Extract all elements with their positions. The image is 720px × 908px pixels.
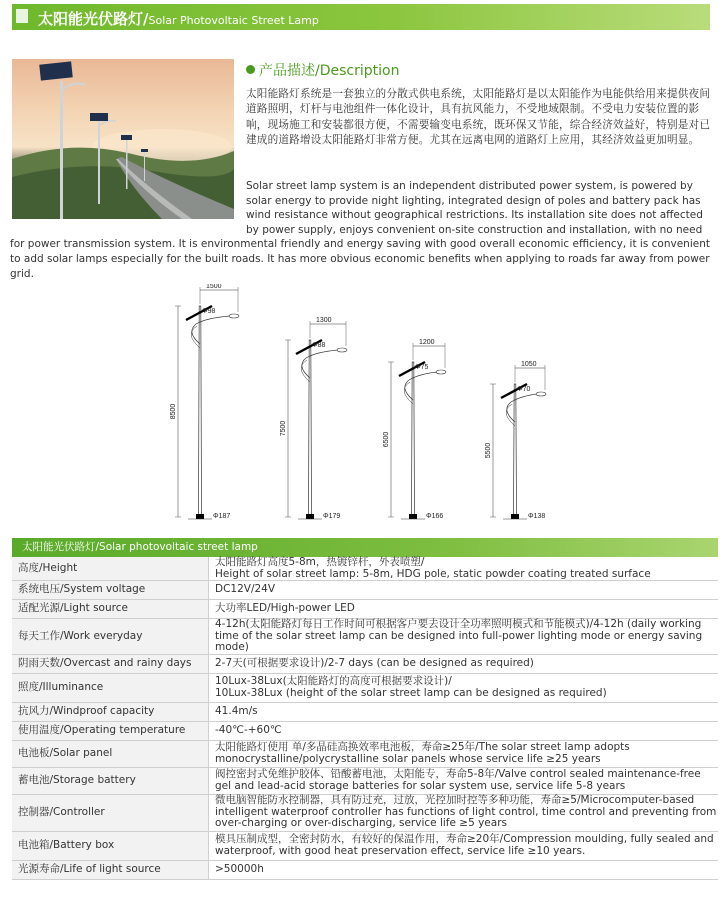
spec-value: >50000h xyxy=(209,860,719,879)
pole-arm xyxy=(192,316,230,344)
spec-value: 模具压制成型，全密封防水，有较好的保温作用，寿命≥20年/Compression moulding, fully sealed and waterproof, with good heat preservation effect, service life ≥10 years. xyxy=(209,831,719,860)
description-en-line: Solar street lamp system is an independent distributed power system, is powered by xyxy=(246,180,693,192)
spec-value: 太阳能路灯高度5-8m，热镀锌杆，外表喷塑/ Height of solar street lamp: 5-8m, HDG pole, static powder coating treated surface xyxy=(209,557,719,581)
spec-row xyxy=(12,702,718,721)
top-diameter-label: Φ70 xyxy=(517,386,531,393)
spec-key: 光源寿命/Life of light source xyxy=(12,860,209,879)
arm-length-label: 1300 xyxy=(316,317,332,324)
arm-length-label: 1500 xyxy=(206,284,222,290)
spec-value: 阀控密封式免维护胶体、铅酸蓄电池，太阳能专，寿命5-8年/Valve control sealed maintenance-free gel and lead-acid storage batteries for solar system use, service life 5-8 years xyxy=(209,767,719,794)
pole-body xyxy=(514,384,517,517)
pole-base xyxy=(306,514,314,519)
spec-key: 阴雨天数/Overcast and rainy days xyxy=(12,654,209,673)
lamp-head xyxy=(436,370,446,374)
spec-value: -40℃-+60℃ xyxy=(209,721,719,740)
description-cn: 太阳能路灯系统是一套独立的分散式供电系统，太阳能路灯是以太阳能作为电能供给用来提供夜间道路照明，灯杆与电池组件一体化设计，具有抗风能力，不受地域限制。不受电力安装位置的影响，现场施工和安装都很方便，不需要输变电系统，既环保又节能，综合经济效益好，特别是对已建成的道路增设太阳能路灯非常方便。尤其在远离电网的道路灯上应用，其经济效益更加明显。 xyxy=(246,88,711,147)
spec-key: 每天工作/Work everyday xyxy=(12,619,209,655)
spec-row xyxy=(12,831,718,860)
pole-body xyxy=(309,340,312,517)
spec-key: 系统电压/System voltage xyxy=(12,581,209,600)
pole-height-label: 6500 xyxy=(383,431,390,448)
pole-body xyxy=(412,362,415,517)
pole-height-label: 8500 xyxy=(170,403,177,420)
description-heading-text: 产品描述/Description xyxy=(259,63,400,79)
page-title xyxy=(38,8,319,29)
description-en-line: solar energy to provide night lighting, integrated design of poles and battery pack has xyxy=(246,194,701,207)
pole-arm xyxy=(302,350,338,378)
title-en: Solar Photovoltaic Street Lamp xyxy=(148,14,319,27)
description-en-rest: for power transmission system. It is environmental friendly and energy saving with good overall economic efficiency, it is convenient to add solar lamps especially for the built roads. It has more obvious economic benefits when applying to roads far away from power grid. xyxy=(10,238,710,280)
pole-base xyxy=(196,514,204,519)
spec-value: 大功率LED/High-power LED xyxy=(209,600,719,619)
spec-row xyxy=(12,767,718,794)
base-diameter-label: Φ179 xyxy=(323,513,341,520)
spec-key: 照度/Illuminance xyxy=(12,673,209,702)
arm-length-label: 1200 xyxy=(419,339,435,346)
spec-row xyxy=(12,673,718,702)
spec-value: 微电脑智能防水控制器，具有防过充，过放，光控加时控等多种功能，寿命≥5/Microcomputer-based intelligent waterproof controller has functions of light control, time control and preventing from over-charging or over-discharging, service life ≥5 years xyxy=(209,794,719,831)
top-diameter-label: Φ98 xyxy=(202,308,216,315)
pole-arm-brace xyxy=(191,326,200,348)
spec-key: 抗风力/Windproof capacity xyxy=(12,702,209,721)
pole-height-label: 7500 xyxy=(280,420,287,437)
spec-row xyxy=(12,860,718,879)
spec-row xyxy=(12,721,718,740)
spec-row xyxy=(12,557,718,581)
pole-base xyxy=(409,514,417,519)
header-marker xyxy=(16,9,28,23)
bullet-icon xyxy=(246,65,255,74)
description-heading xyxy=(246,60,399,80)
spec-key: 使用温度/Operating temperature xyxy=(12,721,209,740)
spec-row xyxy=(12,619,718,655)
spec-table-body xyxy=(12,557,718,880)
spec-row xyxy=(12,581,718,600)
spec-key: 高度/Height xyxy=(12,557,209,581)
lamp-head xyxy=(536,392,546,396)
spec-value: DC12V/24V xyxy=(209,581,719,600)
spec-row xyxy=(12,794,718,831)
spec-row xyxy=(12,600,718,619)
spec-value: 10Lux-38Lux(太阳能路灯的高度可根据要求设计)/ 10Lux-38Lux (height of the solar street lamp can be designed as required) xyxy=(209,673,719,702)
title-cn: 太阳能光伏路灯/ xyxy=(38,10,149,28)
spec-table xyxy=(12,538,718,880)
spec-row xyxy=(12,654,718,673)
page-header xyxy=(0,0,720,36)
spec-value: 4-12h(太阳能路灯每日工作时间可根据客户要去设计全功率照明模式和节能模式)/4-12h (daily working time of the solar street lamp can be designed into full-power lighting mode or energy saving mode) xyxy=(209,619,719,655)
spec-row xyxy=(12,740,718,767)
spec-key: 控制器/Controller xyxy=(12,794,209,831)
lamp-head xyxy=(229,314,239,318)
pole-dimension-diagram xyxy=(160,284,600,524)
spec-key: 蓄电池/Storage battery xyxy=(12,767,209,794)
description-en-line: wind resistance without geographical restrictions. Its installation site does not affected xyxy=(246,209,703,222)
spec-key: 电池箱/Battery box xyxy=(12,831,209,860)
pole-height-label: 5500 xyxy=(485,442,492,459)
pole-arm xyxy=(405,372,437,400)
top-diameter-label: Φ75 xyxy=(415,364,429,371)
description-en-line: by power supply, enjoys convenient on-site construction and installation, with no need xyxy=(246,223,703,236)
spec-key: 适配光源/Light source xyxy=(12,600,209,619)
pole-body xyxy=(199,306,202,517)
base-diameter-label: Φ166 xyxy=(426,513,444,520)
spec-key: 电池板/Solar panel xyxy=(12,740,209,767)
spec-value: 太阳能路灯使用 单/多晶硅高换效率电池板，寿命≥25年/The solar street lamp adopts monocrystalline/polycrystalline solar panels whose service life ≥25 years xyxy=(209,740,719,767)
spec-value: 2-7天(可根据要求设计)/2-7 days (can be designed as required) xyxy=(209,654,719,673)
pole-arm-brace xyxy=(301,360,310,382)
description-en xyxy=(10,179,720,281)
top-diameter-label: Φ88 xyxy=(312,342,326,349)
base-diameter-label: Φ138 xyxy=(528,513,546,520)
pole-arm xyxy=(507,394,537,422)
spec-table-title: 太阳能光伏路灯/Solar photovoltaic street lamp xyxy=(12,538,718,557)
pole-base xyxy=(511,514,519,519)
arm-length-label: 1050 xyxy=(521,361,537,368)
base-diameter-label: Φ187 xyxy=(213,513,231,520)
lamp-head xyxy=(337,348,347,352)
spec-value: 41.4m/s xyxy=(209,702,719,721)
